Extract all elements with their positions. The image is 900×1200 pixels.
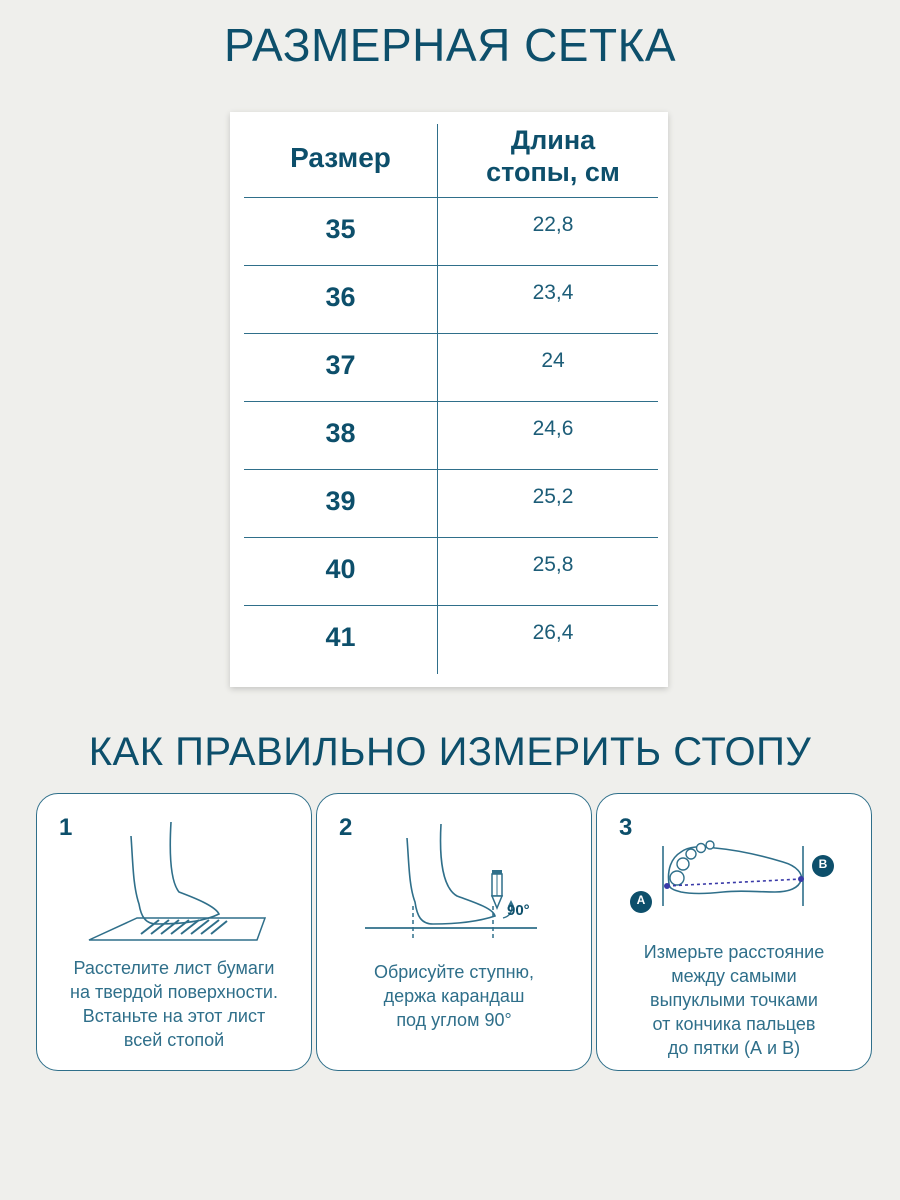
length-cell: 23,4 (532, 281, 574, 304)
length-cell: 24,6 (532, 417, 574, 440)
length-cell: 22,8 (532, 213, 574, 236)
step-card-2 (316, 793, 592, 1071)
angle-label: 90° (507, 902, 530, 919)
length-column-header: Длина стопы, см (486, 125, 620, 187)
size-cell: 41 (325, 622, 356, 652)
size-cell: 36 (325, 282, 356, 312)
howto-title: КАК ПРАВИЛЬНО ИЗМЕРИТЬ СТОПУ (88, 730, 812, 774)
length-cell: 26,4 (532, 621, 574, 644)
size-cell: 38 (325, 418, 356, 448)
step-number: 2 (339, 814, 353, 841)
foot-on-paper-icon (37, 794, 313, 954)
row-divider (244, 605, 658, 606)
step-number: 3 (619, 814, 633, 841)
point-a-label: A (636, 893, 646, 907)
foot-tracing-icon (317, 794, 593, 954)
size-cell: 40 (325, 554, 356, 584)
step-text: Измерьте расстояние между самыми выпуклыми точками от кончика пальцев до пятки (А и В) (643, 942, 825, 1058)
size-cell: 35 (325, 214, 356, 244)
row-divider (244, 537, 658, 538)
step-card-1 (36, 793, 312, 1071)
step-text: Обрисуйте ступню, держа карандаш под углом 90° (373, 962, 535, 1030)
column-divider (437, 124, 438, 674)
size-cell: 37 (325, 350, 356, 380)
row-divider (244, 197, 658, 198)
row-divider (244, 469, 658, 470)
row-divider (244, 401, 658, 402)
row-divider (244, 265, 658, 266)
point-b-label: B (818, 857, 828, 871)
size-cell: 39 (325, 486, 356, 516)
foot-measure-icon (597, 794, 873, 954)
pencil-icon (492, 870, 502, 908)
step-text: Расстелите лист бумаги на твердой поверхности. Встаньте на этот лист всей стопой (70, 958, 278, 1050)
step-card-3 (596, 793, 872, 1071)
length-cell: 25,2 (532, 485, 574, 508)
size-column-header: Размер (290, 142, 391, 173)
row-divider (244, 333, 658, 334)
step-number: 1 (59, 814, 73, 841)
page-title: РАЗМЕРНАЯ СЕТКА (223, 19, 677, 71)
size-table (230, 112, 668, 687)
length-cell: 24 (541, 349, 565, 372)
length-cell: 25,8 (532, 553, 574, 576)
